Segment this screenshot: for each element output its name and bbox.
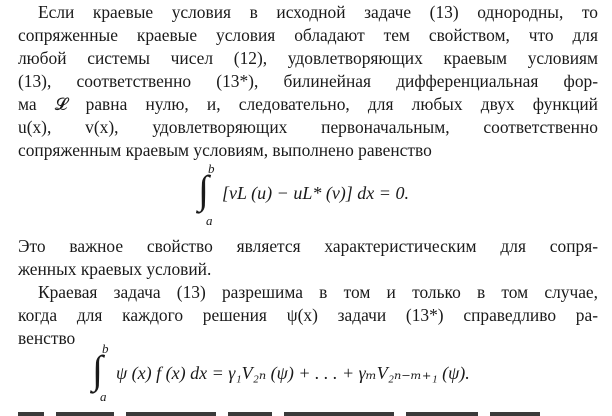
- upper-limit: b: [102, 341, 109, 356]
- text-line: Если краевые условия в исходной задаче (13) однородны, то: [38, 2, 598, 22]
- equation-body: [vL (u) − uL* (v)] dx = 0.: [222, 183, 409, 203]
- text-line: венство: [18, 328, 76, 348]
- text-line: сопряженным краевым условиям, выполнено равенство: [18, 140, 432, 160]
- integral-sign: ∫: [92, 347, 103, 392]
- equation-body: ψ (x) f (x) dx = γ₁V₂ₙ (ψ) + . . . + γₘV₂ₙ₋ₘ₊₁ (ψ).: [116, 363, 470, 383]
- text-line: Краевая задача (13) разрешима в том и только в том случае,: [38, 282, 598, 302]
- text-line: Это важное свойство является характеристическим для сопря-: [18, 236, 598, 256]
- lower-limit: a: [206, 213, 213, 228]
- integral-sign: ∫: [198, 167, 209, 212]
- text-line: u(x), v(x), удовлетворяющих первоначальным, соответственно: [18, 117, 598, 137]
- upper-limit: b: [208, 161, 215, 176]
- text-line: ма 𝓛 равна нулю, и, следовательно, для любых двух функций: [18, 94, 598, 114]
- text-line: (13), соответственно (13*), билинейная дифференциальная фор-: [18, 71, 598, 91]
- text-line: когда для каждого решения ψ(x) задачи (13*) справедливо ра-: [18, 305, 598, 325]
- text-line: сопряженные краевые условия обладают тем свойством, что для: [18, 25, 598, 45]
- text-line: любой системы чисел (12), удовлетворяющих краевым условиям: [18, 48, 598, 68]
- text-line: женных краевых условий.: [18, 259, 212, 279]
- lower-limit: a: [100, 389, 107, 404]
- cut-off-text-line: [18, 406, 598, 416]
